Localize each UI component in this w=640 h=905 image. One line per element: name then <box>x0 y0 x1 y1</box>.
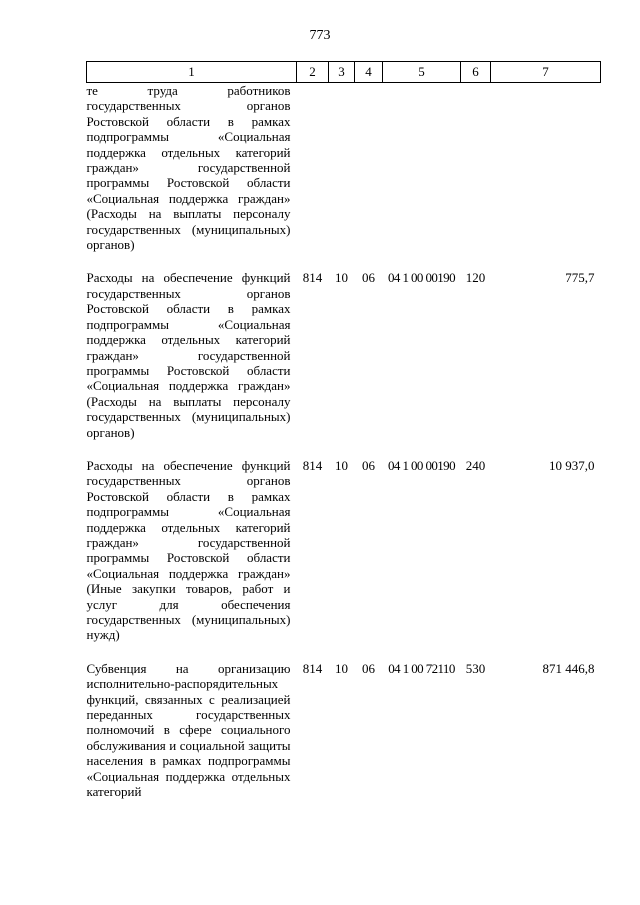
header-col-1: 1 <box>87 62 297 83</box>
row-col-3: 10 <box>335 660 348 676</box>
row-col-6 <box>461 83 491 253</box>
header-col-6: 6 <box>461 62 491 83</box>
table-header-row <box>87 62 601 83</box>
row-col-3 <box>329 83 355 253</box>
header-col-2: 2 <box>297 62 329 83</box>
row-col-7: 871 446,8 <box>542 660 595 676</box>
row-col-6: 120 <box>465 270 486 286</box>
row-col-6: 240 <box>465 457 486 473</box>
header-col-7: 7 <box>491 62 601 83</box>
budget-table <box>86 61 601 799</box>
table-row <box>87 643 601 800</box>
header-col-5: 5 <box>383 62 461 83</box>
row-col-4: 06 <box>362 457 375 473</box>
row-col-4 <box>355 83 383 253</box>
row-col-4: 06 <box>362 270 375 286</box>
table-row <box>87 440 601 643</box>
row-col-4: 06 <box>362 660 375 676</box>
row-col-6: 530 <box>465 660 486 676</box>
row-col-7 <box>491 83 601 253</box>
page-number: 773 <box>309 28 331 43</box>
row-col-5: 04 1 00 00190 <box>388 270 455 286</box>
row-col-2: 814 <box>302 457 323 473</box>
table-row <box>87 252 601 439</box>
row-col-2: 814 <box>302 660 323 676</box>
row-col-2 <box>297 83 329 253</box>
header-col-3: 3 <box>329 62 355 83</box>
row-col-2: 814 <box>302 270 323 286</box>
row-description: Расходы на обеспечение функций государственных органов Ростовской области в рамках подпрограммы «Социальная поддержка отдельных категорий граждан» государственной программы Ростовской области «Социальная поддержка граждан» (Иные закупки товаров, работ и услуг для обеспечения государственных (муниципальных) нужд) <box>86 457 291 643</box>
table-row <box>87 83 601 253</box>
row-col-3: 10 <box>335 457 348 473</box>
row-col-5 <box>383 83 461 253</box>
row-col-5: 04 1 00 00190 <box>388 457 455 473</box>
row-description: те труда работников государственных органов Ростовской области в рамках подпрограммы «Социальная поддержка отдельных категорий граждан» государственной программы Ростовской области «Социальная поддержка граждан» (Расходы на выплаты персоналу государственных (муниципальных) органов) <box>86 83 291 253</box>
row-col-7: 775,7 <box>565 270 595 286</box>
row-col-5: 04 1 00 72110 <box>388 660 455 676</box>
row-col-3: 10 <box>335 270 348 286</box>
row-description: Субвенция на организацию исполнительно-распорядительных функций, связанных с реализацией переданных государственных полномочий в сфере социального обслуживания и социальной защиты населения в рамках подпрограммы «Социальная поддержка отдельных категорий <box>86 660 291 800</box>
row-description: Расходы на обеспечение функций государственных органов Ростовской области в рамках подпрограммы «Социальная поддержка отдельных категорий граждан» государственной программы Ростовской области «Социальная поддержка граждан» (Расходы на выплаты персоналу государственных (муниципальных) органов) <box>86 270 291 440</box>
header-col-4: 4 <box>355 62 383 83</box>
row-col-7: 10 937,0 <box>549 457 595 473</box>
